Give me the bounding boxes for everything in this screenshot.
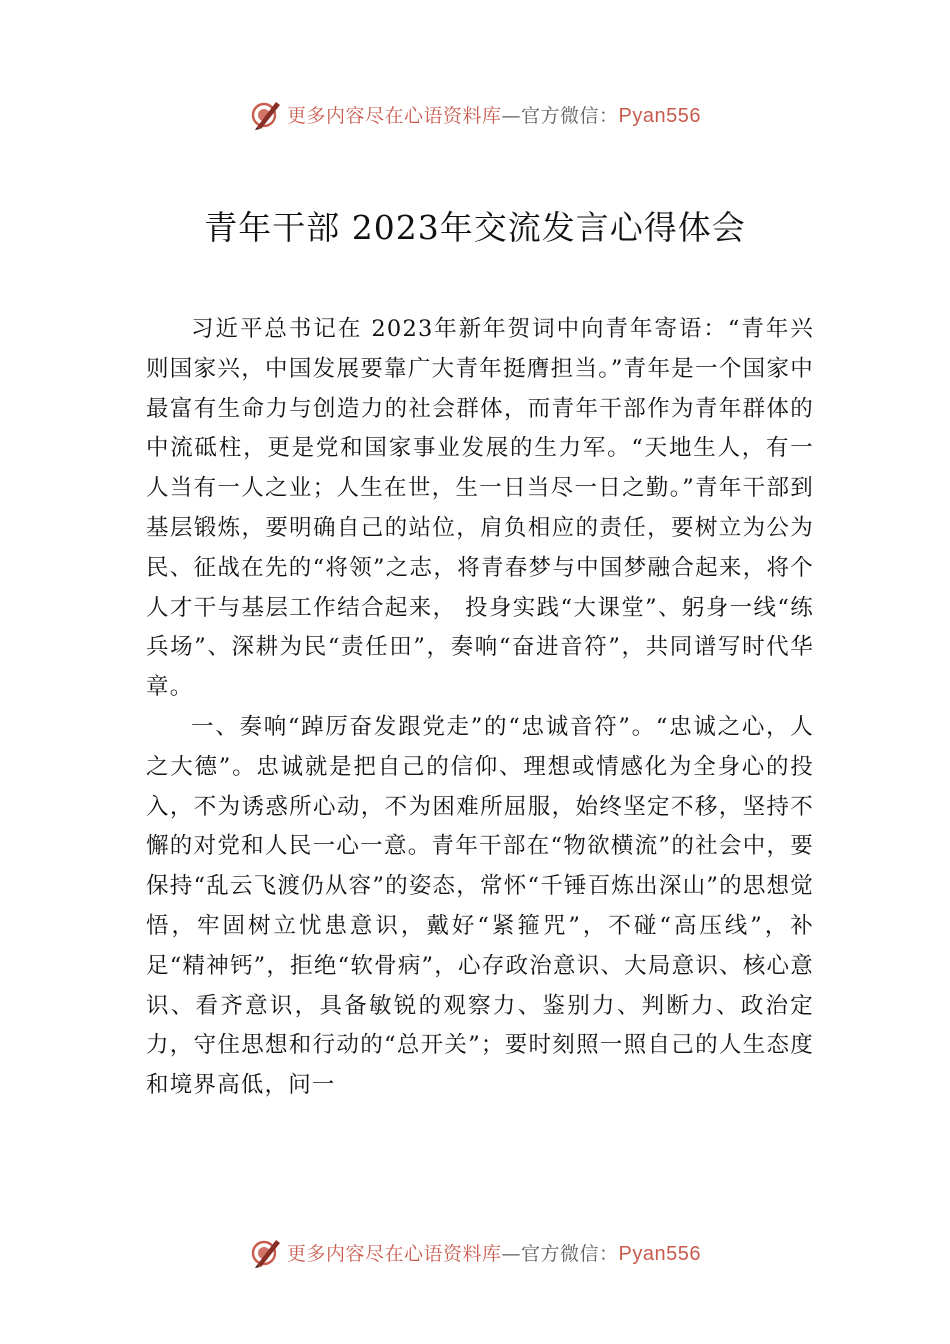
header-banner-text: 更多内容尽在心语资料库—官方微信：Pyan556 [287,104,701,127]
pen-on-circle-icon [249,97,283,131]
footer-banner-text: 更多内容尽在心语资料库—官方微信：Pyan556 [287,1242,701,1265]
document-body [146,310,814,1106]
header-banner [0,94,950,134]
document-title: 青年干部 2023年交流发言心得体会 [204,208,746,247]
body-paragraph-section-one: 一、奏响“踔厉奋发跟党走”的“忠诚音符”。“忠诚之心，人之大德”。忠诚就是把自己的信仰、理想或情感化为全身心的投入，不为诱惑所心动，不为困难所屈服，始终坚定不移，坚持不懈的对党和人民一心一意。青年干部在“物欲横流”的社会中，要保持“乱云飞渡仍从容”的姿态，常怀“千锤百炼出深山”的思想觉悟，牢固树立忧患意识，戴好“紧箍咒”，不碰“高压线”，补足“精神钙”，拒绝“软骨病”，心存政治意识、大局意识、核心意识、看齐意识，具备敏锐的观察力、鉴别力、判断力、政治定力，守住思想和行动的“总开关”；要时刻照一照自己的人生态度和境界高低，问一 [146,713,814,1099]
body-paragraph-intro: 习近平总书记在 2023年新年贺词中向青年寄语：“青年兴则国家兴，中国发展要靠广大青年挺膺担当。”青年是一个国家中最富有生命力与创造力的社会群体，而青年干部作为青年群体的中流砥柱，更是党和国家事业发展的生力军。“天地生人，有一人当有一人之业；人生在世，生一日当尽一日之勤。”青年干部到基层锻炼，要明确自己的站位，肩负相应的责任，要树立为公为民、征战在先的“将领”之志，将青春梦与中国梦融合起来，将个人才干与基层工作结合起来， 投身实践“大课堂”、躬身一线“练兵场”、深耕为民“责任田”，奏响“奋进音符”，共同谱写时代华章。 [146,316,814,701]
footer-banner [0,1232,950,1272]
pen-on-circle-icon [249,1235,283,1269]
